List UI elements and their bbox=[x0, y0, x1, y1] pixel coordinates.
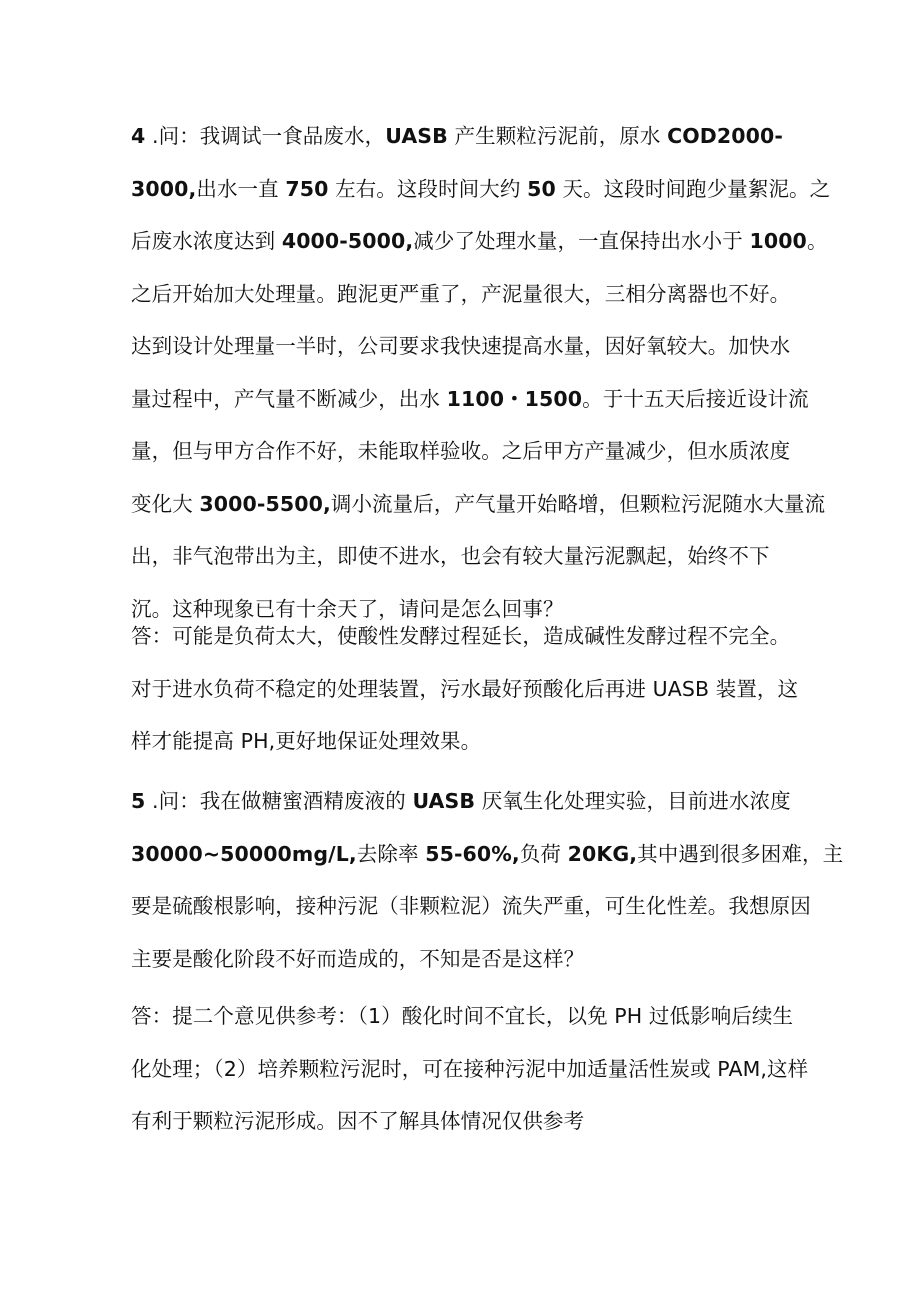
text-run: 后废水浓度达到 bbox=[131, 229, 282, 253]
bold-text-run: COD2000- bbox=[667, 124, 783, 148]
text-run: 调小流量后，产气量开始略增，但颗粒污泥随水大量流 bbox=[330, 491, 826, 516]
text-line bbox=[131, 373, 809, 426]
text-run: 量，但与甲方合作不好，未能取样验收。之后甲方产量减少，但水质浓度 bbox=[131, 439, 791, 463]
text-line bbox=[131, 320, 796, 373]
bold-text-run: 1000 bbox=[749, 229, 807, 253]
bold-text-run: 3000-5500, bbox=[199, 491, 331, 516]
text-run: 有利于颗粒污泥形成。因不了解具体情况仅供参考 bbox=[131, 1109, 585, 1133]
text-run: 答：可能是负荷太大，使酸性发酵过程延长，造成碱性发酵过程不完全。 bbox=[131, 624, 791, 648]
text-run: 厌氧生化处理实验，目前进水浓度 bbox=[475, 789, 791, 813]
question-5-paragraph bbox=[131, 775, 844, 985]
text-run: 出水一直 bbox=[196, 176, 286, 201]
bold-text-run: UASB bbox=[412, 789, 476, 813]
text-line bbox=[131, 268, 796, 321]
text-run: 去除率 bbox=[356, 841, 426, 866]
text-run: 。 bbox=[806, 229, 828, 253]
bold-text-run: 50 bbox=[527, 176, 556, 201]
text-line bbox=[131, 828, 844, 881]
text-run: 量过程中，产气量不断减少，出水 bbox=[131, 386, 447, 411]
text-line bbox=[131, 775, 796, 828]
text-run: 产生颗粒污泥前，原水 bbox=[447, 124, 668, 148]
text-line bbox=[131, 215, 828, 268]
text-run: 左右。这段时间大约 bbox=[328, 176, 528, 201]
text-run: 其中遇到很多困难，主 bbox=[637, 841, 844, 866]
bold-text-run: 1100・1500 bbox=[446, 386, 583, 411]
text-run: 变化大 bbox=[131, 491, 200, 516]
bold-text-run: 20KG, bbox=[567, 841, 638, 866]
text-run: 之后开始加大处理量。跑泥更严重了，产泥量很大，三相分离器也不好。 bbox=[131, 281, 791, 306]
text-run: 天。这段时间跑少量絮泥。之 bbox=[555, 176, 831, 201]
text-run: 主要是酸化阶段不好而造成的，不知是否是这样？ bbox=[131, 946, 585, 971]
text-run: 对于进水负荷不稳定的处理装置，污水最好预酸化后再进 UASB 装置，这 bbox=[131, 676, 799, 701]
bold-text-run: 30000~50000mg/L, bbox=[131, 841, 357, 866]
bold-text-run: UASB bbox=[385, 124, 448, 148]
bold-text-run: 4000-5000, bbox=[281, 229, 414, 253]
text-run: 负荷 bbox=[519, 841, 568, 866]
text-run: .问：我调试一食品废水， bbox=[145, 124, 386, 148]
bold-text-run: 3000, bbox=[131, 176, 197, 201]
text-run: 要是硫酸根影响，接种污泥（非颗粒泥）流失严重，可生化性差。我想原因 bbox=[131, 894, 811, 918]
bold-text-run: 5 bbox=[131, 789, 146, 813]
bold-text-run: 4 bbox=[131, 124, 146, 148]
text-run: 减少了处理水量，一直保持出水小于 bbox=[413, 229, 750, 253]
text-line bbox=[131, 163, 831, 216]
text-line bbox=[131, 663, 799, 716]
text-line bbox=[131, 880, 811, 933]
text-line bbox=[131, 990, 796, 1043]
text-run: 答：提二个意见供参考：（1）酸化时间不宜长，以免 PH 过低影响后续生 bbox=[131, 1004, 794, 1028]
text-run: 达到设计处理量一半时，公司要求我快速提高水量，因好氧较大。加快水 bbox=[131, 334, 791, 358]
text-line bbox=[131, 530, 796, 583]
bold-text-run: 750 bbox=[285, 176, 329, 201]
question-4-paragraph bbox=[131, 110, 831, 635]
text-line bbox=[131, 933, 796, 986]
bold-text-run: 55-60%, bbox=[425, 841, 520, 866]
text-run: .问：我在做糖蜜酒精废液的 bbox=[145, 789, 413, 813]
text-run: 。于十五天后接近设计流 bbox=[582, 386, 809, 411]
text-line bbox=[131, 610, 796, 663]
text-run: 出，非气泡带出为主，即使不进水，也会有较大量污泥飘起，始终不下 bbox=[131, 544, 770, 568]
text-line bbox=[131, 1095, 796, 1148]
answer-5-paragraph bbox=[131, 990, 809, 1148]
text-line bbox=[131, 425, 796, 478]
text-run: 样才能提高 PH,更好地保证处理效果。 bbox=[131, 729, 482, 753]
text-line bbox=[131, 110, 796, 163]
text-line bbox=[131, 715, 796, 768]
text-line bbox=[131, 1043, 809, 1096]
answer-4-paragraph bbox=[131, 610, 799, 768]
text-run: 沉。这种现象已有十余天了，请问是怎么回事？ bbox=[131, 596, 564, 621]
text-run: 化处理；（2）培养颗粒污泥时，可在接种污泥中加适量活性炭或 PAM,这样 bbox=[131, 1056, 809, 1081]
text-line bbox=[131, 478, 826, 531]
